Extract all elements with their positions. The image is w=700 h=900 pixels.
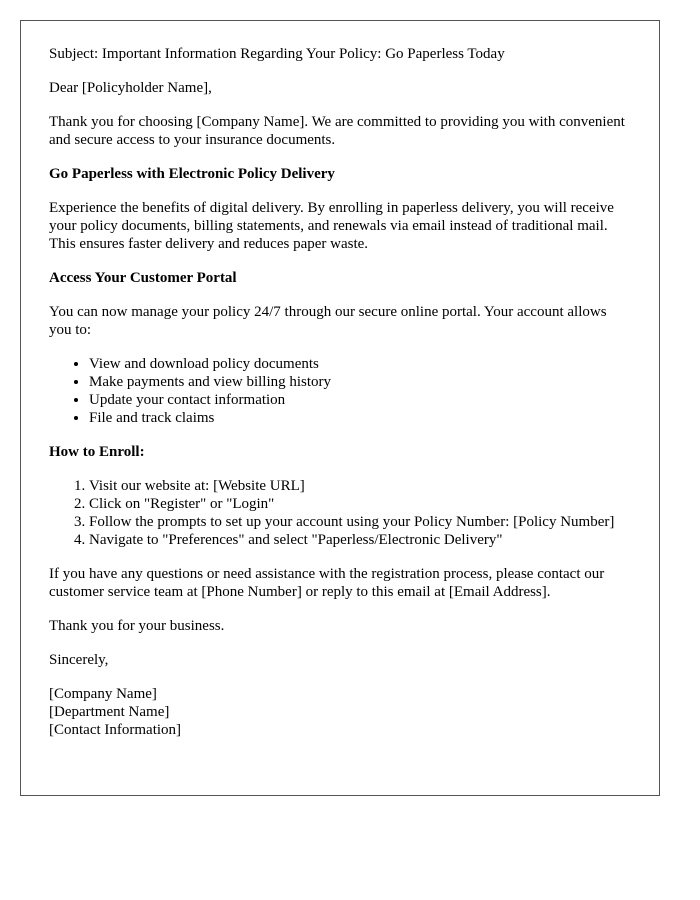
subject-line: Subject: Important Information Regarding Your Policy: Go Paperless Today <box>49 46 505 62</box>
list-item: • View and download policy documents <box>89 355 631 373</box>
intro-paragraph: Thank you for choosing [Company Name]. We are committed to providing you with convenient and secure access to your insurance documents. <box>49 114 625 148</box>
signature-company: [Company Name] <box>49 686 157 702</box>
list-item: • Update your contact information <box>89 391 631 409</box>
list-item: 2. Click on "Register" or "Login" <box>89 495 631 513</box>
closing-line: Sincerely, <box>49 652 109 668</box>
list-item: • File and track claims <box>89 409 631 427</box>
greeting: Dear [Policyholder Name], <box>49 80 212 96</box>
assistance-paragraph: If you have any questions or need assistance with the registration process, please contact our customer service team at [Phone Number] or reply to this email at [Email Address]. <box>49 566 605 600</box>
list-item: 1. Visit our website at: [Website URL] <box>89 477 631 495</box>
paperless-paragraph: Experience the benefits of digital delivery. By enrolling in paperless delivery, you will receive your policy documents, billing statements, and renewals via email instead of traditional mail. This ensures faster delivery and reduces paper waste. <box>49 200 614 252</box>
section-heading-paperless: Go Paperless with Electronic Policy Delivery <box>49 166 335 182</box>
list-item: 4. Navigate to "Preferences" and select "Paperless/Electronic Delivery" <box>89 531 631 549</box>
section-heading-enroll: How to Enroll: <box>49 444 145 460</box>
signature-block <box>49 685 631 739</box>
letter-container <box>20 20 660 796</box>
enroll-steps-list <box>49 477 631 549</box>
portal-features-list <box>49 355 631 427</box>
signature-contact: [Contact Information] <box>49 722 182 738</box>
portal-paragraph: You can now manage your policy 24/7 through our secure online portal. Your account allows you to: <box>49 304 607 338</box>
thanks-line: Thank you for your business. <box>49 618 225 634</box>
list-item: • Make payments and view billing history <box>89 373 631 391</box>
section-heading-portal: Access Your Customer Portal <box>49 270 237 286</box>
signature-department: [Department Name] <box>49 704 170 720</box>
list-item: 3. Follow the prompts to set up your account using your Policy Number: [Policy Number] <box>89 513 631 531</box>
